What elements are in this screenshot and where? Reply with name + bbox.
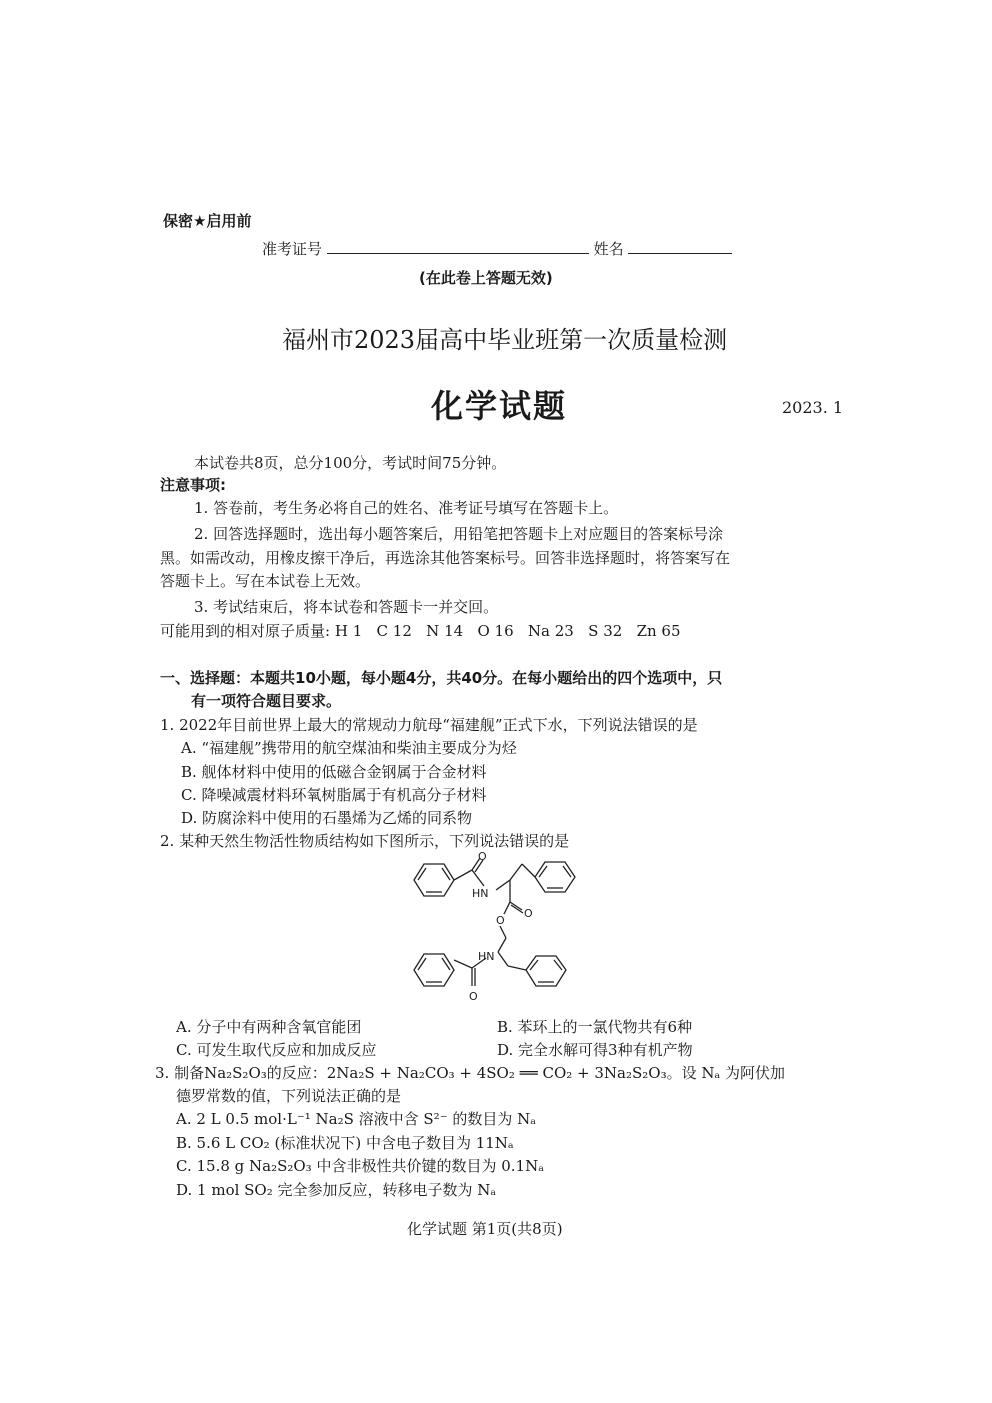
atomic-masses-row	[160, 620, 681, 641]
q3-option-b: B. 5.6 L CO₂ (标准状况下) 中含电子数目为 11Nₐ	[176, 1134, 514, 1152]
name-label: 姓名	[593, 240, 624, 258]
exam-date: 2023. 1	[782, 398, 844, 417]
note-2-cont: 黑。如需改动，用橡皮擦干净后，再选涂其他答案标号。回答非选择题时，将答案写在	[160, 549, 731, 567]
exam-id-row	[262, 238, 732, 259]
note-2-end: 答题卡上。写在本试卷上无效。	[160, 572, 371, 590]
label-o-ester-carbonyl: O	[524, 907, 533, 920]
page-footer: 化学试题 第1页(共8页)	[407, 1220, 563, 1238]
q2-option-c: C. 可发生取代反应和加成反应	[176, 1041, 377, 1059]
section-heading-line2: 有一项符合题目要求。	[191, 692, 342, 710]
exam-id-label: 准考证号	[262, 240, 323, 258]
q3-option-d: D. 1 mol SO₂ 完全参加反应，转移电子数为 Nₐ	[176, 1181, 497, 1199]
q1-option-a: A. “福建舰”携带用的航空煤油和柴油主要成分为烃	[181, 739, 517, 757]
exam-name: 福州市2023届高中毕业班第一次质量检测	[282, 326, 728, 354]
q3-stem-line2: 德罗常数的值，下列说法正确的是	[176, 1087, 402, 1105]
label-hn-top: HN	[472, 887, 489, 900]
benzene-ring-bottom-left	[414, 954, 454, 986]
q3-option-c: C. 15.8 g Na₂S₂O₃ 中含非极性共价键的数目为 0.1Nₐ	[176, 1157, 544, 1175]
invalid-note: (在此卷上答题无效)	[419, 269, 553, 287]
q3-stem-line1: 3. 制备Na₂S₂O₃的反应：2Na₂S + Na₂CO₃ + 4SO₂ ══ CO₂ + 3Na₂S₂O₃。设 Nₐ 为阿伏加	[155, 1064, 786, 1082]
q1-stem: 1. 2022年目前世界上最大的常规动力航母“福建舰”正式下水，下列说法错误的是	[160, 716, 698, 734]
label-o-bottom: O	[469, 990, 478, 1003]
q1-option-c: C. 降噪减震材料环氧树脂属于有机高分子材料	[181, 786, 487, 804]
exam-id-field[interactable]	[327, 239, 589, 254]
q2-option-a: A. 分子中有两种含氧官能团	[176, 1018, 362, 1036]
subject-title: 化学试题	[431, 387, 568, 425]
notes-heading: 注意事项:	[160, 476, 226, 494]
q1-option-b: B. 舰体材料中使用的低磁合金钢属于合金材料	[181, 763, 487, 781]
q1-option-d: D. 防腐涂料中使用的石墨烯为乙烯的同系物	[181, 809, 473, 827]
atomic-masses: H 1 C 12 N 14 O 16 Na 23 S 32 Zn 65	[334, 622, 681, 640]
name-field[interactable]	[628, 239, 732, 254]
note-2: 2. 回答选择题时，选出每小题答案后，用铅笔把答题卡上对应题目的答案标号涂	[194, 525, 724, 543]
section-heading-line1: 一、选择题：本题共10小题，每小题4分，共40分。在每小题给出的四个选项中，只	[160, 669, 723, 687]
secret-mark: 保密★启用前	[163, 212, 252, 230]
note-3: 3. 考试结束后，将本试卷和答题卡一并交回。	[194, 598, 499, 616]
q3-option-a: A. 2 L 0.5 mol·L⁻¹ Na₂S 溶液中含 S²⁻ 的数目为 Nₐ	[176, 1110, 537, 1128]
q2-option-d: D. 完全水解可得3种有机产物	[497, 1041, 693, 1059]
intro-summary: 本试卷共8页，总分100分，考试时间75分钟。	[194, 454, 507, 472]
label-o-top: O	[478, 850, 487, 863]
atomic-masses-label: 可能用到的相对原子质量:	[160, 622, 331, 640]
note-1: 1. 答卷前，考生务必将自己的姓名、准考证号填写在答题卡上。	[194, 499, 619, 517]
q2-option-b: B. 苯环上的一氯代物共有6种	[497, 1018, 693, 1036]
q2-stem: 2. 某种天然生物活性物质结构如下图所示，下列说法错误的是	[160, 832, 570, 850]
label-hn-bottom: HN	[478, 950, 495, 963]
label-o-ester: O	[496, 914, 505, 927]
benzene-ring-top-left	[414, 864, 454, 896]
molecular-structure-diagram	[400, 850, 590, 1010]
